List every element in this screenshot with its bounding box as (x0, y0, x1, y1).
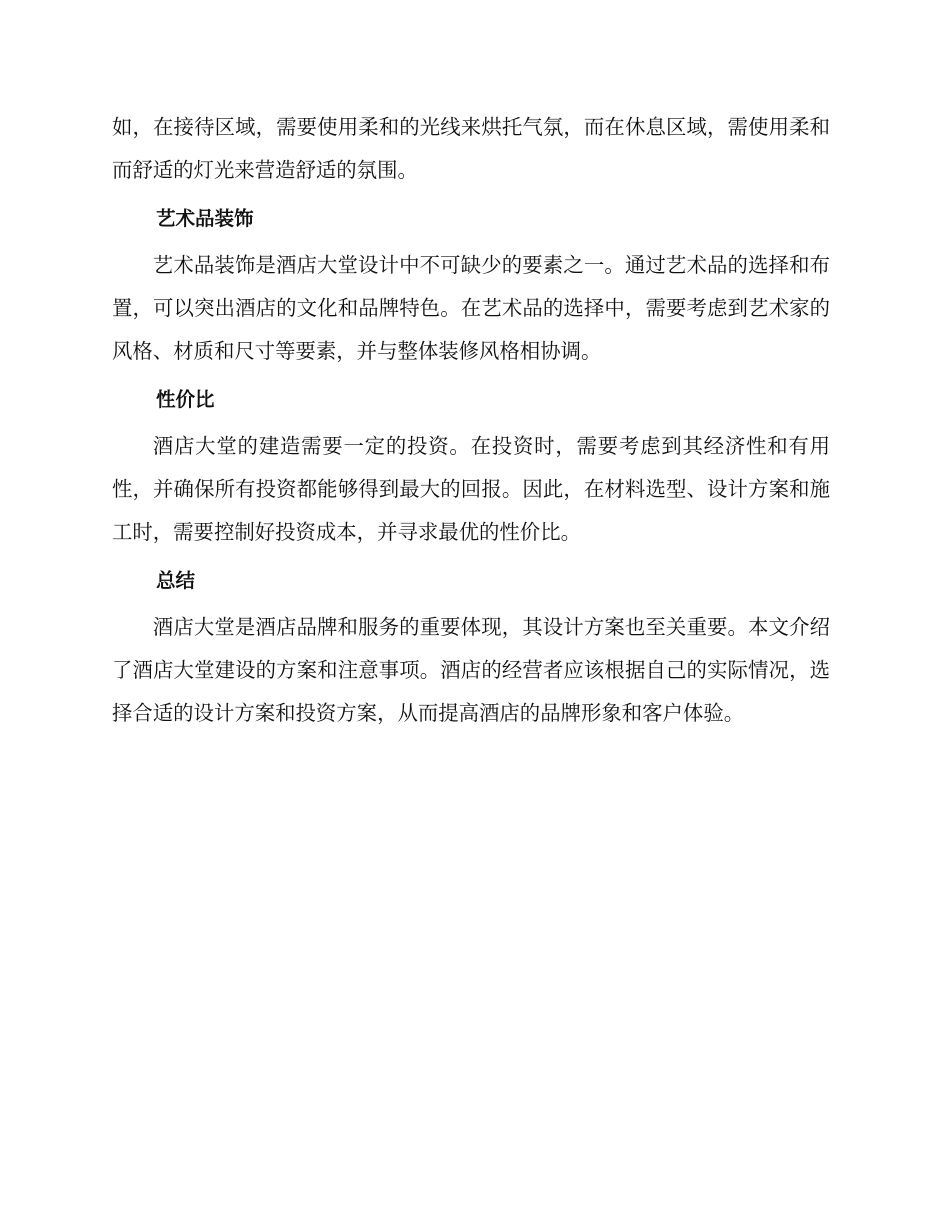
document-body (112, 106, 830, 735)
paragraph-cost-performance: 酒店大堂的建造需要一定的投资。在投资时，需要考虑到其经济性和有用性，并确保所有投资都能够得到最大的回报。因此，在材料选型、设计方案和施工时，需要控制好投资成本，并寻求最优的性价比。 (112, 434, 830, 544)
heading-art-decoration: 艺术品装饰 (156, 207, 254, 230)
paragraph-art-decoration: 艺术品装饰是酒店大堂设计中不可缺少的要素之一。通过艺术品的选择和布置，可以突出酒店的文化和品牌特色。在艺术品的选择中，需要考虑到艺术家的风格、材质和尺寸等要素，并与整体装修风格相协调。 (112, 253, 830, 363)
heading-cost-performance: 性价比 (156, 388, 215, 411)
paragraph-lighting-continued: 如，在接待区域，需要使用柔和的光线来烘托气氛，而在休息区域，需使用柔和而舒适的灯光来营造舒适的氛围。 (112, 115, 830, 182)
heading-summary: 总结 (156, 569, 196, 592)
paragraph-summary: 酒店大堂是酒店品牌和服务的重要体现，其设计方案也至关重要。本文介绍了酒店大堂建设的方案和注意事项。酒店的经营者应该根据自己的实际情况，选择合适的设计方案和投资方案，从而提高酒店的品牌形象和客户体验。 (112, 615, 830, 725)
